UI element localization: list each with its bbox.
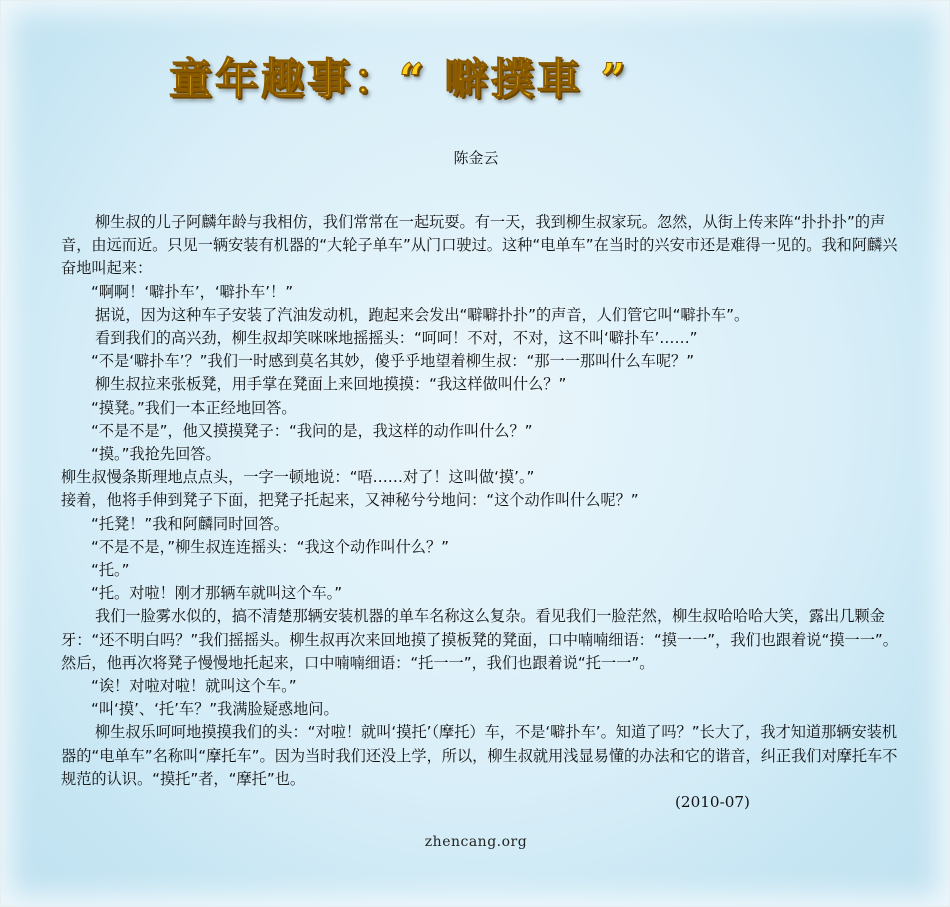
page-title: 童年趣事：“ 噼撲車 ” xyxy=(169,55,629,105)
article-paragraph: 我们一脸雾水似的，搞不清楚那辆安装机器的单车名称这么复杂。看见我们一脸茫然，柳生叔哈哈哈大笑，露出几颗金牙：“还不明白吗？”我们摇摇头。柳生叔再次来回地摸了摸板凳的凳面，口中喃喃细语：“摸一一”，我们也跟着说“摸一一”。然后，他再次将凳子慢慢地托起来，口中喃喃细语：“托一一”，我们也跟着说“托一一”。 xyxy=(61,607,898,672)
article-paragraph: “啊啊！‘噼扑车’，‘噼扑车’！” xyxy=(91,282,294,301)
article-date: (2010-07) xyxy=(675,793,750,812)
author-name: 陈金云 xyxy=(453,149,499,167)
article-paragraph: “托凳！”我和阿麟同时回答。 xyxy=(91,514,289,533)
article-paragraph: 柳生叔慢条斯理地点点头，一字一顿地说：“唔……对了！这叫做‘摸’。” xyxy=(61,468,535,487)
article-paragraph: “不是不是”，他又摸摸凳子：“我问的是，我这样的动作叫什么？” xyxy=(91,421,533,440)
article-paragraph: “托。” xyxy=(91,561,130,580)
site-footer: zhencang.org xyxy=(424,834,528,850)
article-paragraph: 柳生叔乐呵呵地摸摸我们的头：“对啦！就叫‘摸托’（摩托）车，不是‘噼扑车’。知道了吗？”长大了，我才知道那辆安装机器的“电单车”名称叫“摩托车”。因为当时我们还没上学，所以，柳生叔就用浅显易懂的办法和它的谐音，纠正我们对摩托车不规范的认识。“摸托”者，“摩托”也。 xyxy=(61,723,898,788)
article-paragraph: “叫‘摸’、‘托’车？”我满脸疑惑地问。 xyxy=(91,700,339,719)
article-paragraph: “不是‘噼扑车’？”我们一时感到莫名其妙，傻乎乎地望着柳生叔：“那一一那叫什么车呢？” xyxy=(91,352,695,371)
article-paragraph: 接着，他将手伸到凳子下面，把凳子托起来，又神秘兮兮地问：“这个动作叫什么呢？” xyxy=(61,491,639,510)
article-paragraph: “托。对啦！刚才那辆车就叫这个车。” xyxy=(91,584,343,603)
article-paragraph: “摸。”我抢先回答。 xyxy=(91,445,221,464)
article-paragraph: “不是不是，”柳生叔连连摇头：“我这个动作叫什么？” xyxy=(91,537,449,556)
article-paragraph: 柳生叔的儿子阿麟年龄与我相仿，我们常常在一起玩耍。有一天，我到柳生叔家玩。忽然，从街上传来阵“扑扑扑”的声音，由远而近。只见一辆安装有机器的“大轮子单车”从门口驶过。这种“电单车”在当时的兴安市还是难得一见的。我和阿麟兴奋地叫起来： xyxy=(61,213,898,278)
article-paragraph: 据说，因为这种车子安装了汽油发动机，跑起来会发出“噼噼扑扑”的声音，人们管它叫“噼扑车”。 xyxy=(95,305,750,324)
article-paragraph: “诶！对啦对啦！就叫这个车。” xyxy=(91,677,297,696)
article-paragraph: “摸凳。”我们一本正经地回答。 xyxy=(91,398,297,417)
article-paragraph: 柳生叔拉来张板凳，用手掌在凳面上来回地摸摸：“我这样做叫什么？” xyxy=(95,375,567,394)
article-body xyxy=(61,211,911,814)
article-paragraph: 看到我们的高兴劲，柳生叔却笑咪咪地摇摇头：“呵呵！不对，不对，这不叫‘噼扑车’……” xyxy=(95,329,698,348)
